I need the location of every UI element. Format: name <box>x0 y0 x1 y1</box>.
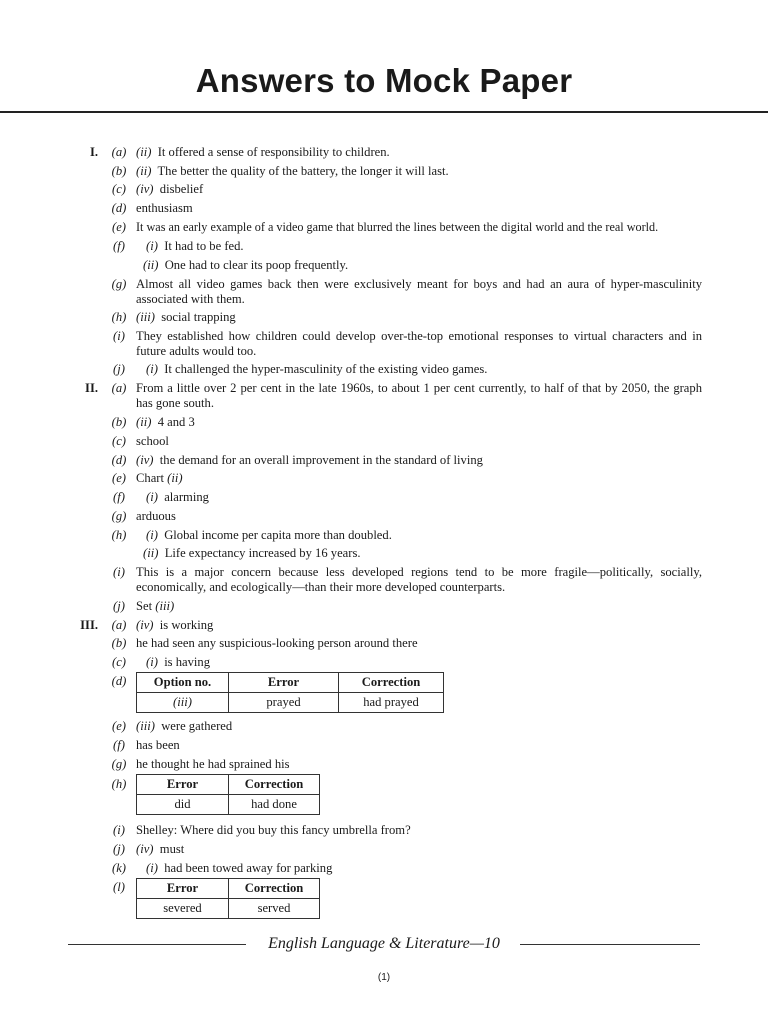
answer-text: had been towed away for parking <box>164 861 333 875</box>
answer-text: were gathered <box>161 719 233 733</box>
answer-text: It was an early example of a video game that blurred the lines between the digital world and the real world. <box>136 220 659 234</box>
table-header: Correction <box>229 775 320 795</box>
table-header: Option no. <box>137 673 229 693</box>
answer-item <box>146 528 392 543</box>
answer-text: disbelief <box>159 182 204 196</box>
item-label: (h) <box>111 528 127 542</box>
answer-text: is having <box>164 655 211 669</box>
item-label: (j) <box>113 842 125 856</box>
answer-item <box>136 842 184 857</box>
item-label: (g) <box>111 757 127 771</box>
page-title: Answers to Mock Paper <box>195 62 573 99</box>
item-label: (h) <box>111 310 127 324</box>
answer-item <box>136 164 449 179</box>
item-label: (d) <box>111 674 127 688</box>
option-number: (i) <box>146 528 158 542</box>
option-number: (ii) <box>143 258 159 272</box>
option-number: (iii) <box>136 310 155 324</box>
section-number: III. <box>80 618 98 632</box>
item-label: (e) <box>112 220 126 234</box>
item-label: (k) <box>112 861 126 875</box>
title-divider <box>0 111 768 113</box>
answer-text: he had seen any suspicious-looking person around there <box>136 636 418 650</box>
answer-text: has been <box>136 738 180 752</box>
option-number: (ii) <box>136 415 152 429</box>
table-cell: served <box>229 899 320 919</box>
answer-text: Almost all video games back then were exclusively meant for boys and had an aura of hyper-masculinity associated with them. <box>136 277 702 306</box>
table-header: Error <box>229 673 339 693</box>
answer-text: This is a major concern because less developed regions tend to be more fragile—politically, socially, economically, and ecologically—than their more developed counterparts. <box>136 565 702 594</box>
answer-item <box>143 258 348 273</box>
answer-item <box>136 145 390 160</box>
table-cell: did <box>137 795 229 815</box>
answer-text: must <box>159 842 185 856</box>
answer-item <box>136 182 203 197</box>
answer-text: is working <box>159 618 214 632</box>
item-label: (b) <box>111 636 127 650</box>
item-label: (e) <box>112 471 126 485</box>
answer-text: school <box>136 434 169 448</box>
item-label: (d) <box>111 201 127 215</box>
item-label: (f) <box>113 490 125 504</box>
answer-table <box>136 774 320 815</box>
page-number: (1) <box>377 972 391 983</box>
table-header: Correction <box>339 673 444 693</box>
table-header: Error <box>137 775 229 795</box>
answer-item <box>136 453 483 468</box>
item-label: (f) <box>113 239 125 253</box>
answer-text: It challenged the hyper-masculinity of the existing video games. <box>164 362 488 376</box>
item-label: (b) <box>111 415 127 429</box>
item-label: (c) <box>112 434 126 448</box>
item-label: (b) <box>111 164 127 178</box>
answer-item <box>136 599 174 614</box>
table-cell: had prayed <box>339 693 444 713</box>
option-number: (ii) <box>136 145 152 159</box>
option-number: (ii) <box>136 164 152 178</box>
answer-text: Life expectancy increased by 16 years. <box>164 546 361 560</box>
option-number: (iv) <box>136 618 154 632</box>
answer-text: From a little over 2 per cent in the late 1960s, to about 1 per cent currently, to half of that by 2050, the graph has gone south. <box>136 381 702 410</box>
option-number: (iv) <box>136 842 154 856</box>
option-number: (iii) <box>155 599 175 613</box>
table-header: Error <box>137 879 229 899</box>
answer-item <box>136 310 236 325</box>
answer-item <box>146 655 210 670</box>
answer-table <box>136 878 320 919</box>
item-label: (a) <box>111 145 127 159</box>
answer-text: It had to be fed. <box>164 239 244 253</box>
table-cell: severed <box>137 899 229 919</box>
item-label: (i) <box>113 565 125 579</box>
answer-item <box>146 490 209 505</box>
item-label: (h) <box>111 777 127 791</box>
item-label: (e) <box>112 719 126 733</box>
answer-text: alarming <box>164 490 209 504</box>
option-number: (iii) <box>136 719 155 733</box>
option-number: (ii) <box>167 471 183 485</box>
table-cell: had done <box>229 795 320 815</box>
option-number: (i) <box>146 362 158 376</box>
answer-text: social trapping <box>161 310 236 324</box>
item-label: (i) <box>113 823 125 837</box>
answer-text: The better the quality of the battery, the longer it will last. <box>157 164 449 178</box>
option-number: (i) <box>146 655 158 669</box>
option-number: (iv) <box>136 453 154 467</box>
answer-text: Global income per capita more than doubled. <box>164 528 392 542</box>
section-number: II. <box>85 381 98 395</box>
answer-item <box>146 861 332 876</box>
item-label: (i) <box>113 329 125 343</box>
answer-text: Chart <box>136 471 164 485</box>
option-number: (ii) <box>143 546 159 560</box>
table-cell: (iii) <box>137 693 229 713</box>
answer-text: They established how children could develop over-the-top emotional responses to virtual characters and in future adults would too. <box>136 329 702 358</box>
option-number: (iv) <box>136 182 154 196</box>
item-label: (a) <box>111 618 127 632</box>
item-label: (l) <box>113 880 125 894</box>
item-label: (j) <box>113 362 125 376</box>
item-label: (d) <box>111 453 127 467</box>
item-label: (g) <box>111 277 127 291</box>
item-label: (c) <box>112 182 126 196</box>
answer-item <box>136 415 195 430</box>
item-label: (g) <box>111 509 127 523</box>
item-label: (f) <box>113 738 125 752</box>
item-label: (a) <box>111 381 127 395</box>
footer-rule-right <box>520 944 700 945</box>
answer-text: It offered a sense of responsibility to children. <box>157 145 390 159</box>
table-header: Correction <box>229 879 320 899</box>
answer-text: the demand for an overall improvement in the standard of living <box>159 453 483 467</box>
footer-title: English Language & Literature—10 <box>268 935 500 952</box>
option-number: (i) <box>146 861 158 875</box>
answer-text: Shelley: Where did you buy this fancy umbrella from? <box>136 823 411 837</box>
answer-item <box>146 239 244 254</box>
answer-item <box>136 471 183 486</box>
answer-item <box>146 362 487 377</box>
answer-text: 4 and 3 <box>157 415 195 429</box>
answer-text: arduous <box>136 509 176 523</box>
answer-item <box>136 719 232 734</box>
item-label: (c) <box>112 655 126 669</box>
answer-item <box>143 546 361 561</box>
section-number: I. <box>89 145 98 159</box>
table-cell: prayed <box>229 693 339 713</box>
answer-table <box>136 672 444 713</box>
answer-item <box>136 618 213 633</box>
answer-text: enthusiasm <box>136 201 193 215</box>
option-number: (i) <box>146 239 158 253</box>
option-number: (i) <box>146 490 158 504</box>
answer-text: One had to clear its poop frequently. <box>164 258 349 272</box>
answer-text: he thought he had sprained his <box>136 757 290 771</box>
answer-text: Set <box>136 599 153 613</box>
item-label: (j) <box>113 599 125 613</box>
